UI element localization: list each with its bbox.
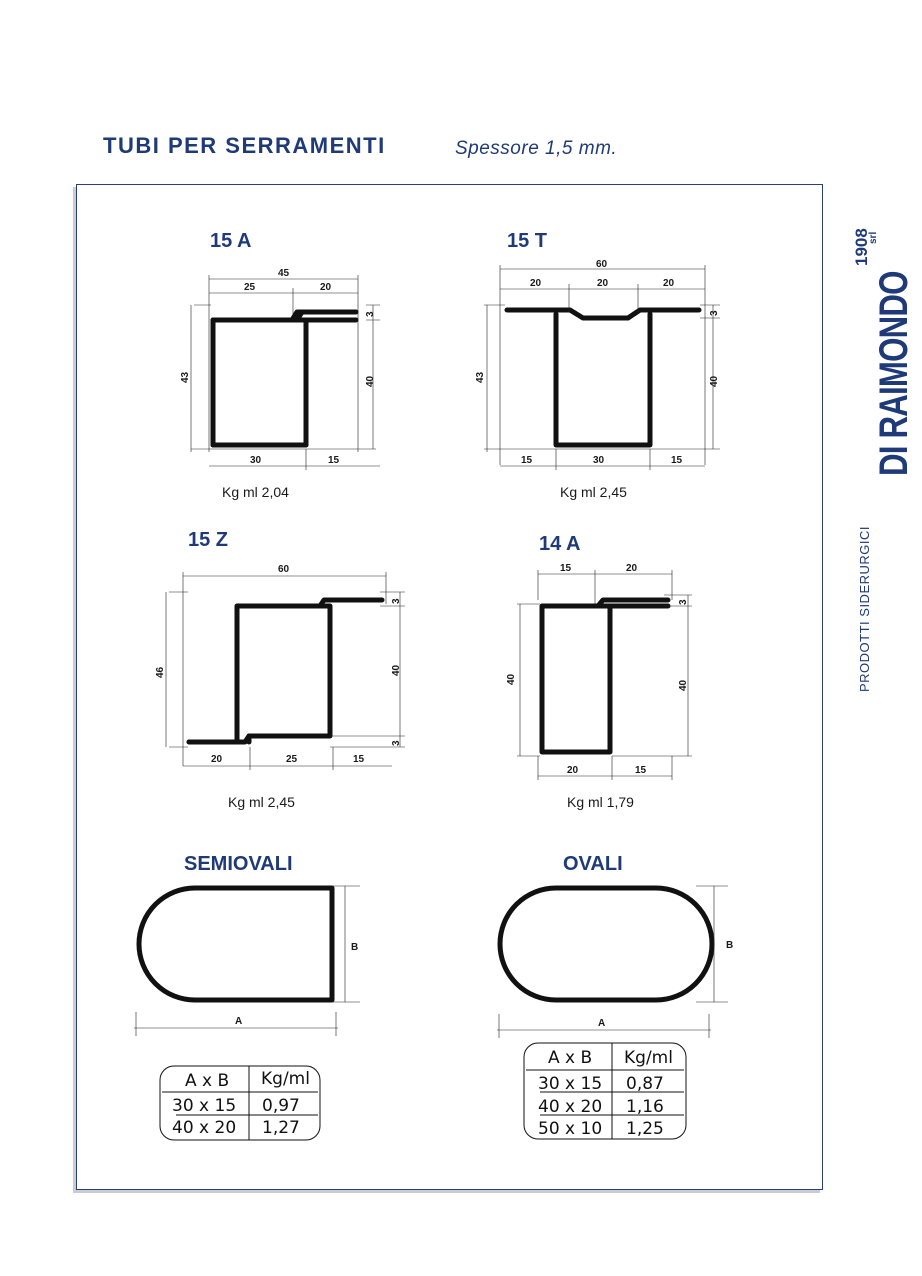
table-cell: 40 x 20 bbox=[172, 1118, 237, 1138]
dim-bottom-b: 15 bbox=[635, 765, 647, 776]
profile-weight: Kg ml 1,79 bbox=[567, 794, 634, 810]
dim-a: A bbox=[598, 1018, 606, 1029]
dim-b: B bbox=[351, 942, 359, 953]
dim-top-b: 20 bbox=[597, 278, 609, 289]
profile-15z bbox=[155, 529, 405, 810]
dim-top-c: 20 bbox=[663, 278, 675, 289]
dimension-lines bbox=[484, 265, 720, 470]
dim-left: 40 bbox=[506, 673, 517, 685]
dim-right: 40 bbox=[391, 664, 402, 676]
weight-table bbox=[524, 1043, 686, 1139]
dimension-lines bbox=[134, 886, 360, 1036]
profile-15a bbox=[180, 230, 380, 500]
table-cell: 50 x 10 bbox=[538, 1119, 603, 1139]
profile-label: 14 A bbox=[539, 533, 581, 555]
dim-lip-top: 3 bbox=[391, 598, 402, 604]
dim-bottom-a: 15 bbox=[521, 455, 533, 466]
dim-a: A bbox=[235, 1016, 243, 1027]
dim-top-a: 20 bbox=[530, 278, 542, 289]
table-cell: 0,97 bbox=[262, 1096, 300, 1116]
dim-top-b: 20 bbox=[626, 563, 638, 574]
table-cell: 30 x 15 bbox=[538, 1074, 603, 1094]
dim-lip: 3 bbox=[678, 599, 689, 605]
table-cell: 1,16 bbox=[626, 1097, 664, 1117]
dim-bottom-c: 15 bbox=[671, 455, 683, 466]
dim-bottom-c: 15 bbox=[353, 754, 365, 765]
dim-left: 43 bbox=[475, 371, 486, 383]
table-cell: 1,25 bbox=[626, 1119, 664, 1139]
oval-shape bbox=[500, 888, 712, 1000]
dim-bottom-b: 30 bbox=[593, 455, 605, 466]
profile-shape bbox=[542, 600, 668, 752]
table-cell: 40 x 20 bbox=[538, 1097, 603, 1117]
dim-right: 40 bbox=[709, 375, 720, 387]
section-label: SEMIOVALI bbox=[184, 853, 293, 875]
table-header-dims: A x B bbox=[185, 1071, 230, 1091]
dim-bottom-a: 30 bbox=[250, 455, 262, 466]
profile-14a bbox=[506, 533, 692, 810]
dim-left: 43 bbox=[180, 371, 191, 383]
ovali-section bbox=[497, 853, 733, 1139]
dimension-lines bbox=[191, 275, 380, 470]
brand-name: DI RAIMONDO bbox=[872, 271, 916, 476]
table-cell: 0,87 bbox=[626, 1074, 664, 1094]
page-title: TUBI PER SERRAMENTI bbox=[103, 133, 386, 158]
dim-top-a: 15 bbox=[560, 563, 572, 574]
profile-15t bbox=[475, 230, 720, 500]
table-header-weight: Kg/ml bbox=[261, 1069, 310, 1089]
profile-weight: Kg ml 2,04 bbox=[222, 484, 289, 500]
dim-lip: 3 bbox=[709, 310, 720, 316]
dim-lip-bottom: 3 bbox=[391, 740, 402, 746]
dim-b: B bbox=[726, 940, 734, 951]
dim-right: 40 bbox=[365, 375, 376, 387]
weight-table bbox=[160, 1066, 320, 1140]
section-label: OVALI bbox=[563, 853, 623, 875]
dim-bottom-a: 20 bbox=[211, 754, 223, 765]
dim-lip: 3 bbox=[365, 311, 376, 317]
brand-tagline: PRODOTTI SIDERURGICI bbox=[857, 525, 872, 692]
profile-shape-top bbox=[507, 310, 699, 318]
semiovali-section bbox=[134, 853, 360, 1140]
table-header-weight: Kg/ml bbox=[624, 1048, 673, 1068]
profile-shape-inner bbox=[189, 606, 320, 742]
profile-shape-body bbox=[556, 314, 650, 445]
table-header-dims: A x B bbox=[548, 1048, 593, 1068]
dimension-lines bbox=[497, 886, 728, 1038]
table-cell: 30 x 15 bbox=[172, 1096, 237, 1116]
dim-right: 40 bbox=[678, 679, 689, 691]
profile-label: 15 T bbox=[507, 230, 548, 252]
profile-shape-outer bbox=[189, 600, 382, 742]
page-subtitle: Spessore 1,5 mm. bbox=[455, 138, 618, 159]
dim-bottom-b: 25 bbox=[286, 754, 298, 765]
semioval-shape bbox=[139, 888, 332, 1000]
dim-top-b: 20 bbox=[320, 282, 332, 293]
brand-year: 1908 bbox=[852, 228, 871, 266]
table-cell: 1,27 bbox=[262, 1118, 300, 1138]
dim-top-a: 25 bbox=[244, 282, 256, 293]
profile-shape-inner bbox=[213, 312, 306, 445]
dim-left: 46 bbox=[155, 666, 166, 678]
profile-shape bbox=[213, 312, 356, 445]
dim-top-total: 60 bbox=[596, 259, 608, 270]
profile-weight: Kg ml 2,45 bbox=[228, 794, 295, 810]
profile-label: 15 Z bbox=[188, 529, 229, 551]
dim-top-total: 60 bbox=[278, 564, 290, 575]
dim-bottom-a: 20 bbox=[567, 765, 579, 776]
profile-weight: Kg ml 2,45 bbox=[560, 484, 627, 500]
brand-suffix: srl bbox=[868, 231, 879, 244]
dim-top-total: 45 bbox=[278, 268, 290, 279]
dim-bottom-b: 15 bbox=[328, 455, 340, 466]
profile-label: 15 A bbox=[210, 230, 252, 252]
